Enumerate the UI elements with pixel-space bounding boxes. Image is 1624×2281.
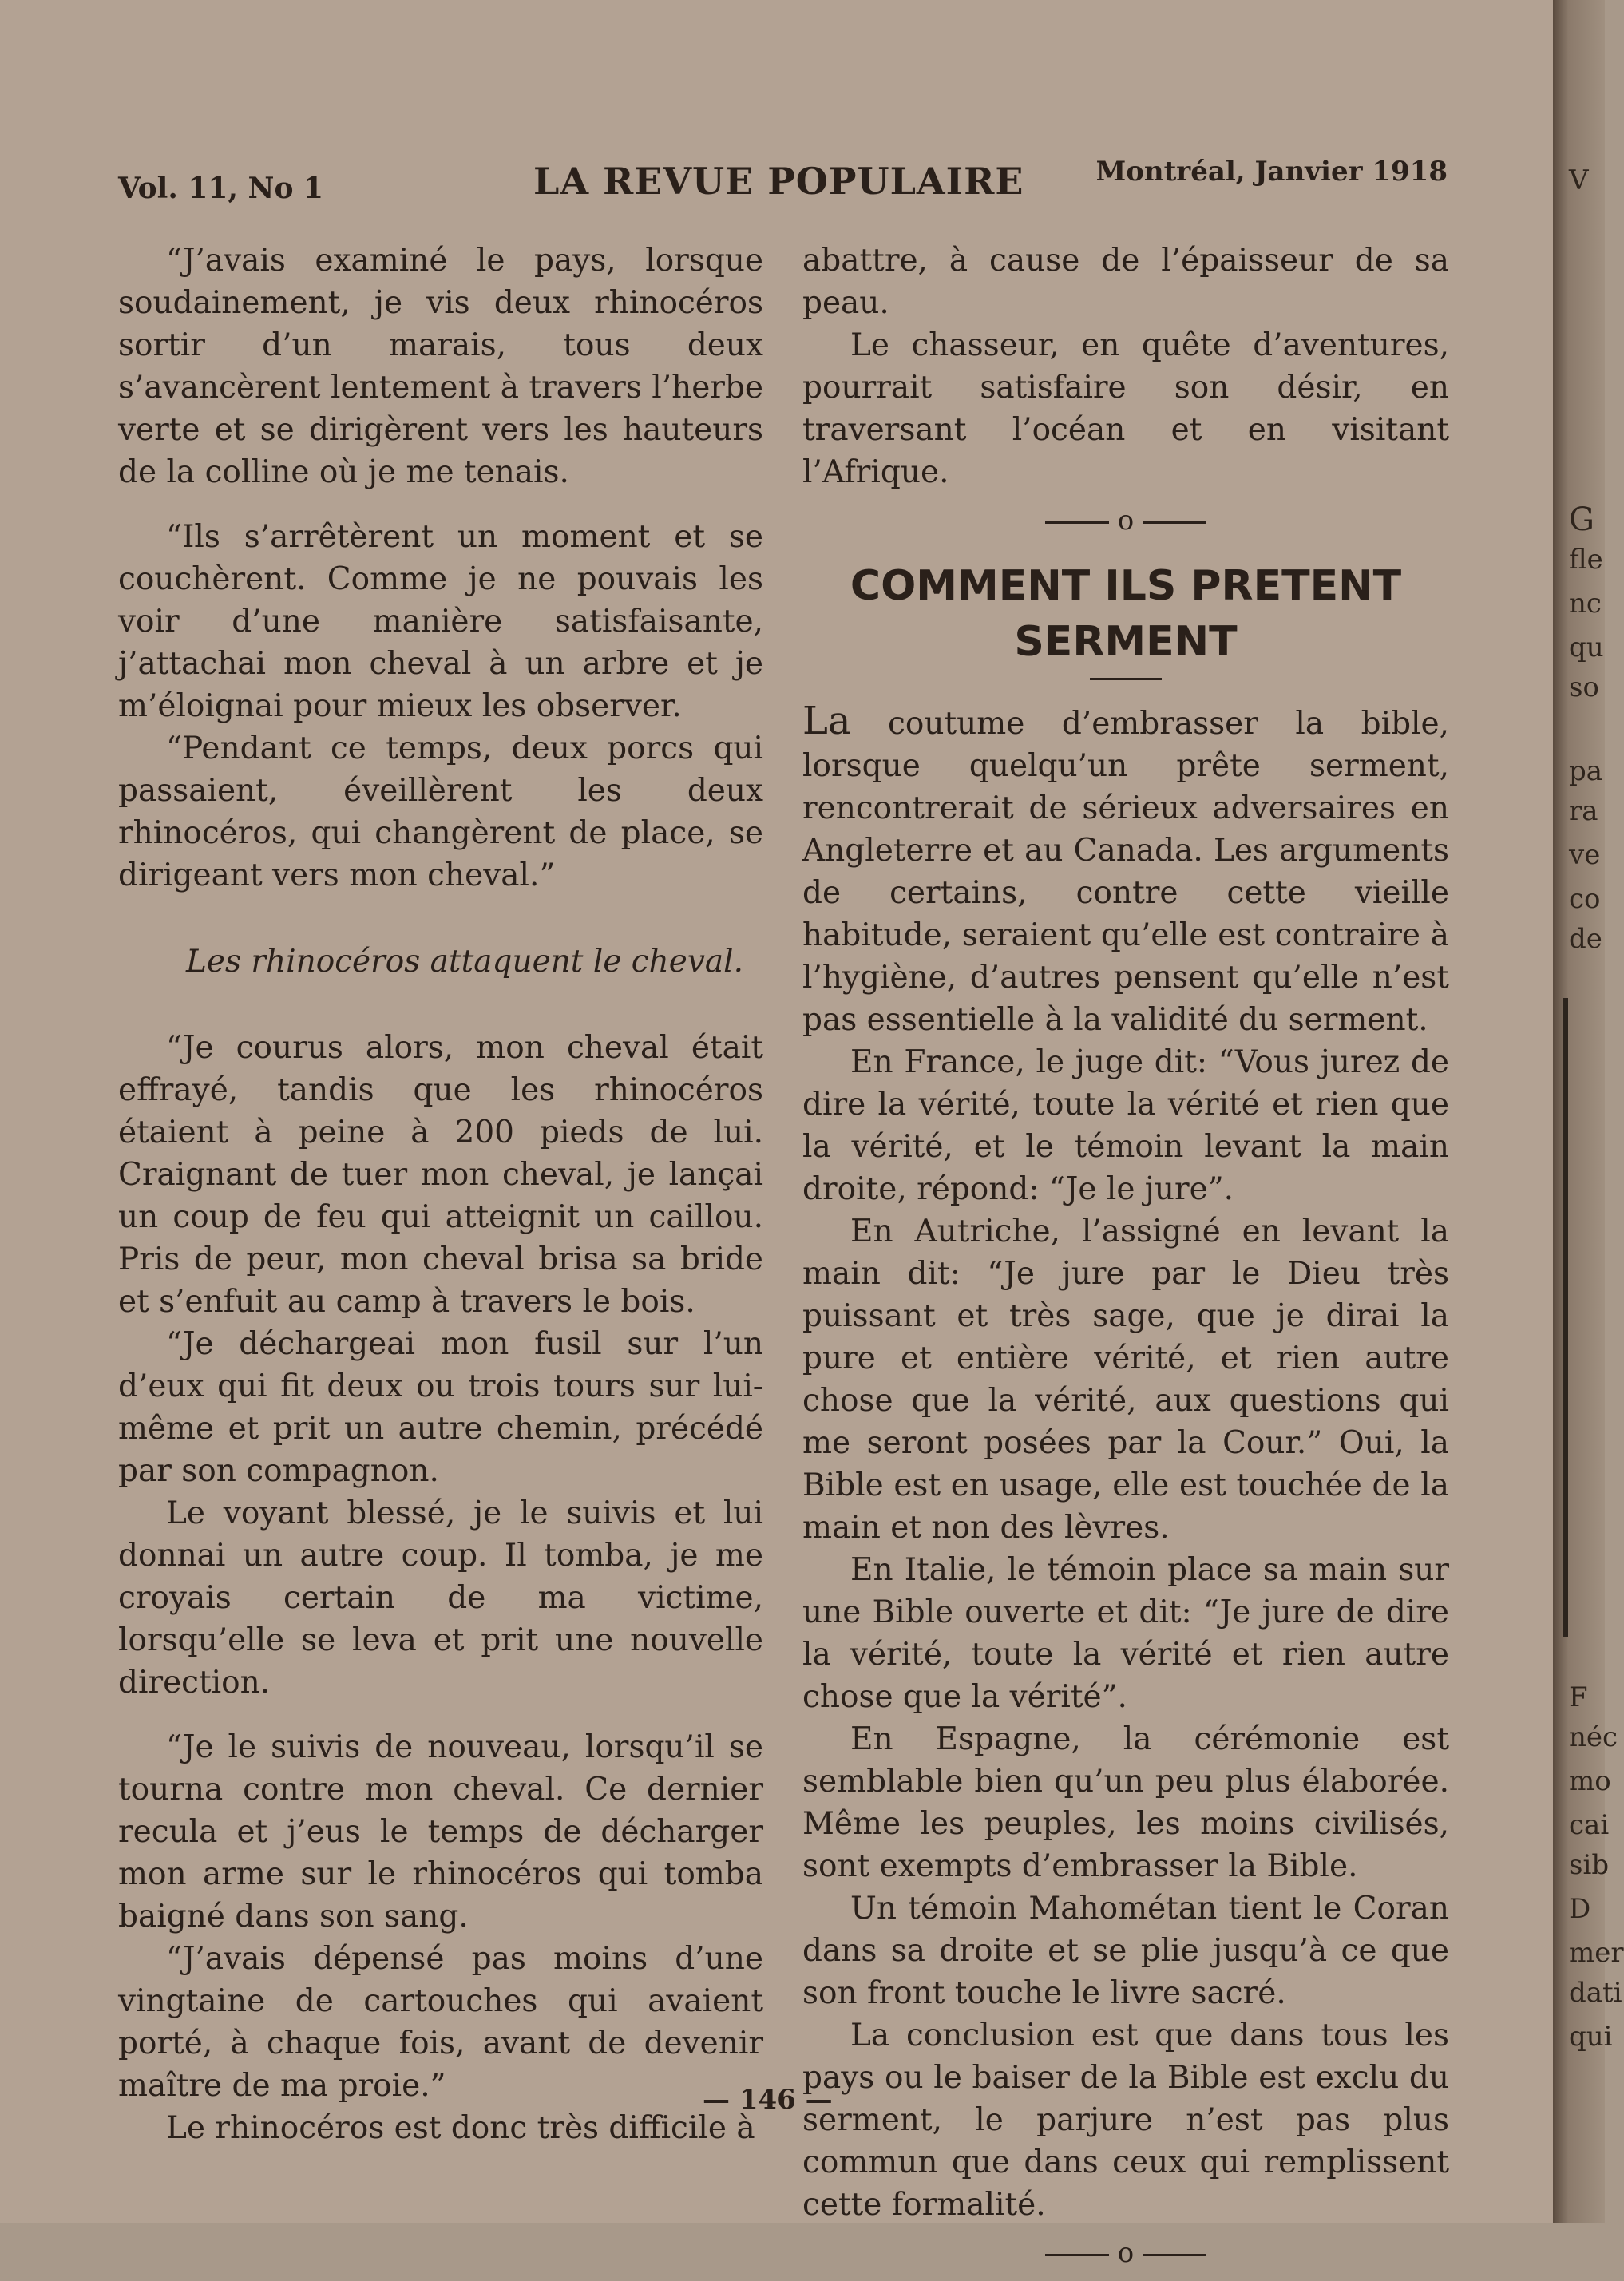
paragraph: La conclusion est que dans tous les pays ou le baiser de la Bible est exclu du serment, le parjure n’est pas plus commun que dans ceux qui remplissent cette formalité. bbox=[802, 2018, 1449, 2223]
paragraph: “Je déchargeai mon fusil sur l’un d’eux qui fit deux ou trois tours sur lui-même et prit un autre chemin, précédé par son compagnon. bbox=[118, 1326, 763, 1489]
next-page-fragment: ve bbox=[1569, 839, 1601, 871]
section-separator: o bbox=[802, 500, 1449, 542]
next-page-edge bbox=[1569, 0, 1624, 2223]
next-page-fragment: fle bbox=[1569, 544, 1603, 576]
paragraph: En France, le juge dit: “Vous jurez de dire la vérité, toute la vérité et rien que la vérité, et le témoin levant la main droite, répond: “Je le jure”. bbox=[802, 1044, 1449, 1207]
subheading: Les rhinocéros attaquent le cheval. bbox=[185, 944, 744, 980]
left-column bbox=[118, 240, 763, 2149]
dateline: Montréal, Janvier 1918 bbox=[1095, 156, 1448, 188]
magazine-title: LA REVUE POPULAIRE bbox=[533, 160, 1024, 203]
paragraph: Le voyant blessé, je le suivis et lui donnai un autre coup. Il tomba, je me croyais certain de ma victime, lorsqu’elle se leva et prit une nouvelle direction. bbox=[118, 1495, 763, 1701]
next-page-fragment: co bbox=[1569, 883, 1601, 915]
next-page-fragment: V bbox=[1569, 164, 1589, 196]
next-page-fragment: ra bbox=[1569, 795, 1598, 827]
paragraph: “Ils s’arrêtèrent un moment et se couchèrent. Comme je ne pouvais les voir d’une manière satisfaisante, j’attachai mon cheval à un arbre et je m’éloignai pour mieux les observer. bbox=[118, 519, 763, 724]
next-page-frame-edge bbox=[1563, 998, 1568, 1637]
article-heading: COMMENT ILS PRETENT SERMENT bbox=[850, 562, 1402, 666]
next-page-fragment: dati bbox=[1569, 1977, 1622, 2009]
next-page-fragment: G bbox=[1569, 501, 1594, 538]
next-page-fragment: nc bbox=[1569, 588, 1602, 620]
next-page-fragment: so bbox=[1569, 671, 1599, 703]
paragraph: En Espagne, la cérémonie est semblable bien qu’un peu plus élaborée. Même les peuples, les moins civilisés, sont exempts d’embrasser la Bible. bbox=[802, 1721, 1449, 1884]
page-header bbox=[118, 156, 1448, 204]
next-page-fragment: cai bbox=[1569, 1809, 1610, 1841]
next-page-fragment: néc bbox=[1569, 1721, 1618, 1753]
paragraph: “Je courus alors, mon cheval était effrayé, tandis que les rhinocéros étaient à peine à 200 pieds de lui. Craignant de tuer mon cheval, je lançai un coup de feu qui atteignit un caillou. Pris de peur, mon cheval brisa sa bride et s’enfuit au camp à travers le bois. bbox=[118, 1030, 763, 1320]
heading-rule bbox=[1090, 678, 1162, 680]
paragraph: La coutume d’embrasser la bible, lorsque quelqu’un prête serment, rencontrerait de sérieux adversaires en Angleterre et au Canada. Les arguments de certains, contre cette vieille habitude, seraient qu’elle est contraire à l’hygiène, d’autres pensent qu’elle n’est pas essentielle à la validité du serment. bbox=[802, 699, 1449, 1038]
next-page-fragment: de bbox=[1569, 923, 1602, 955]
paragraph: “Je le suivis de nouveau, lorsqu’il se tourna contre mon cheval. Ce dernier recula et j’eus le temps de décharger mon arme sur le rhinocéros qui tomba baigné dans son sang. bbox=[118, 1729, 763, 1934]
next-page-fragment: pa bbox=[1569, 755, 1603, 787]
dropcap: La bbox=[802, 699, 851, 743]
volume-number: Vol. 11, No 1 bbox=[118, 172, 324, 205]
next-page-fragment: mo bbox=[1569, 1765, 1611, 1797]
next-page-fragment: F bbox=[1569, 1681, 1588, 1713]
next-page-fragment: qui bbox=[1569, 2021, 1613, 2053]
paragraph: Un témoin Mahométan tient le Coran dans sa droite et se plie jusqu’à ce que son front touche le livre sacré. bbox=[802, 1891, 1449, 2011]
next-page-fragment: mer bbox=[1569, 1937, 1624, 1969]
next-page-fragment: sib bbox=[1569, 1849, 1610, 1881]
paragraph: Le rhinocéros est donc très difficile à bbox=[166, 2110, 755, 2146]
page-number: — 146 — bbox=[703, 2084, 833, 2116]
paragraph: En Italie, le témoin place sa main sur une Bible ouverte et dit: “Je jure de dire la vérité, toute la vérité et rien autre chose que la vérité”. bbox=[802, 1552, 1449, 1715]
next-page-fragment: qu bbox=[1569, 632, 1604, 663]
right-column bbox=[802, 240, 1449, 2281]
next-page-fragment: D bbox=[1569, 1893, 1591, 1925]
paragraph: Le chasseur, en quête d’aventures, pourrait satisfaire son désir, en traversant l’océan et en visitant l’Afrique. bbox=[802, 327, 1449, 490]
paragraph: En Autriche, l’assigné en levant la main dit: “Je jure par le Dieu très puissant et très sage, que je dirai la pure et entière vérité, et rien autre chose que la vérité, aux questions qui me seront posées par la Cour.” Oui, la Bible est en usage, elle est touchée de la main et non des lèvres. bbox=[802, 1214, 1449, 1546]
section-separator: o bbox=[802, 2232, 1449, 2275]
paragraph: “Pendant ce temps, deux porcs qui passaient, éveillèrent les deux rhinocéros, qui changèrent de place, se dirigeant vers mon cheval.” bbox=[118, 731, 763, 893]
paragraph: “J’avais dépensé pas moins d’une vingtaine de cartouches qui avaient porté, à chaque fois, avant de devenir maître de ma proie.” bbox=[118, 1941, 763, 2104]
paragraph: abattre, à cause de l’épaisseur de sa peau. bbox=[802, 243, 1449, 321]
paragraph: “J’avais examiné le pays, lorsque soudainement, je vis deux rhinocéros sortir d’un marais, tous deux s’avancèrent lentement à travers l’herbe verte et se dirigèrent vers les hauteurs de la colline où je me tenais. bbox=[118, 243, 763, 490]
